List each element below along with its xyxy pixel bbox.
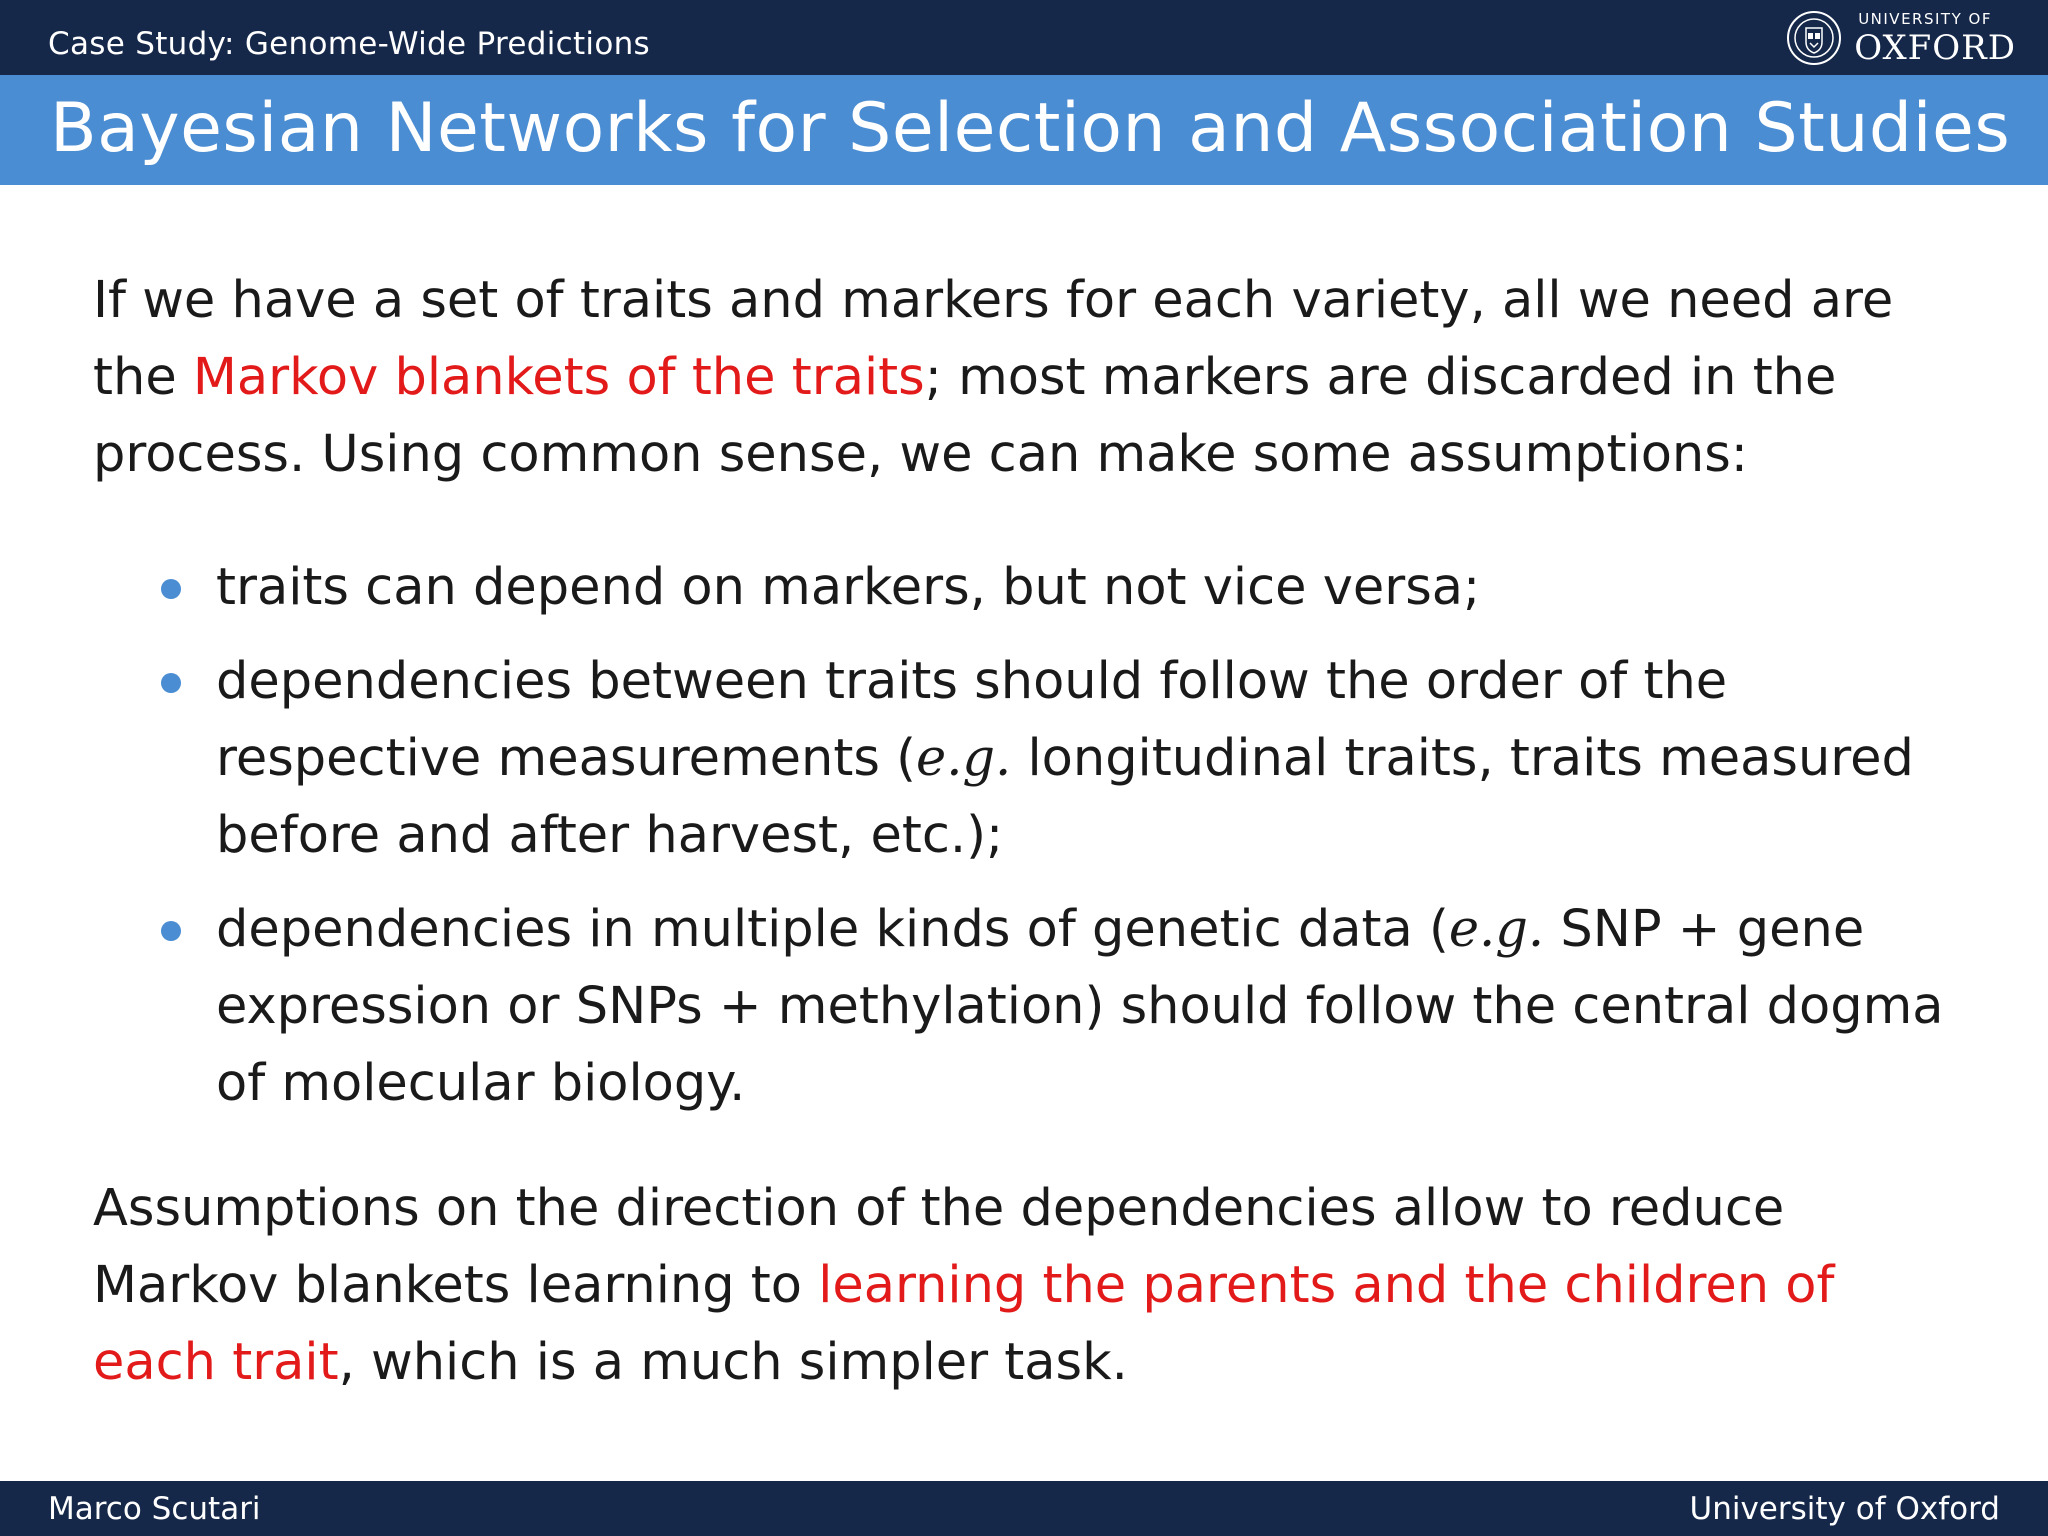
list-item [93,549,1953,626]
intro-paragraph [93,262,1953,493]
title-bar [0,75,2048,185]
list-item-text-end: SNP + gene expression or SNPs + methylation) should follow the central dogma of molecular biology. [216,900,1944,1113]
bullet-icon [161,579,181,599]
author-name: Marco Scutari [48,1491,261,1527]
conclusion-paragraph [93,1170,1953,1401]
assumption-list [93,549,1953,1122]
header-bar [0,0,2048,75]
list-item-italic: e.g. [916,729,1012,788]
slide-content [93,262,1953,1401]
list-item-text-end: longitudinal traits, traits measured before and after harvest, etc.); [216,729,1914,865]
conclusion-highlight: learning the parents and the children of each trait [93,1256,1835,1392]
intro-text: If we have a set of traits and markers for each variety, all we need are the [93,271,1894,407]
logo-line-2: OXFORD [1854,27,2016,68]
conclusion-text: Assumptions on the direction of the dependencies allow to reduce Markov blankets learning to [93,1179,1785,1315]
university-logo [1786,6,2016,70]
logo-line-1: UNIVERSITY OF [1858,9,1992,28]
intro-text-end: ; most markers are discarded in the process. Using common sense, we can make some assumptions: [93,348,1837,484]
list-item [93,643,1953,874]
conclusion-text-end: , which is a much simpler task. [338,1333,1128,1392]
footer-bar [0,1481,2048,1536]
institution-name: University of Oxford [1689,1491,2000,1527]
list-item [93,891,1953,1122]
oxford-crest-icon [1786,10,1842,66]
intro-highlight: Markov blankets of the traits [192,348,925,407]
list-item-text: dependencies between traits should follow the order of the respective measurements ( [216,652,1728,788]
bullet-icon [161,921,181,941]
slide-title: Bayesian Networks for Selection and Association Studies [50,89,2011,168]
section-label: Case Study: Genome-Wide Predictions [48,26,651,62]
list-item-text: traits can depend on markers, but not vice versa; [216,558,1481,617]
list-item-text: dependencies in multiple kinds of genetic data ( [216,900,1449,959]
bullet-icon [161,673,181,693]
list-item-italic: e.g. [1448,900,1545,959]
